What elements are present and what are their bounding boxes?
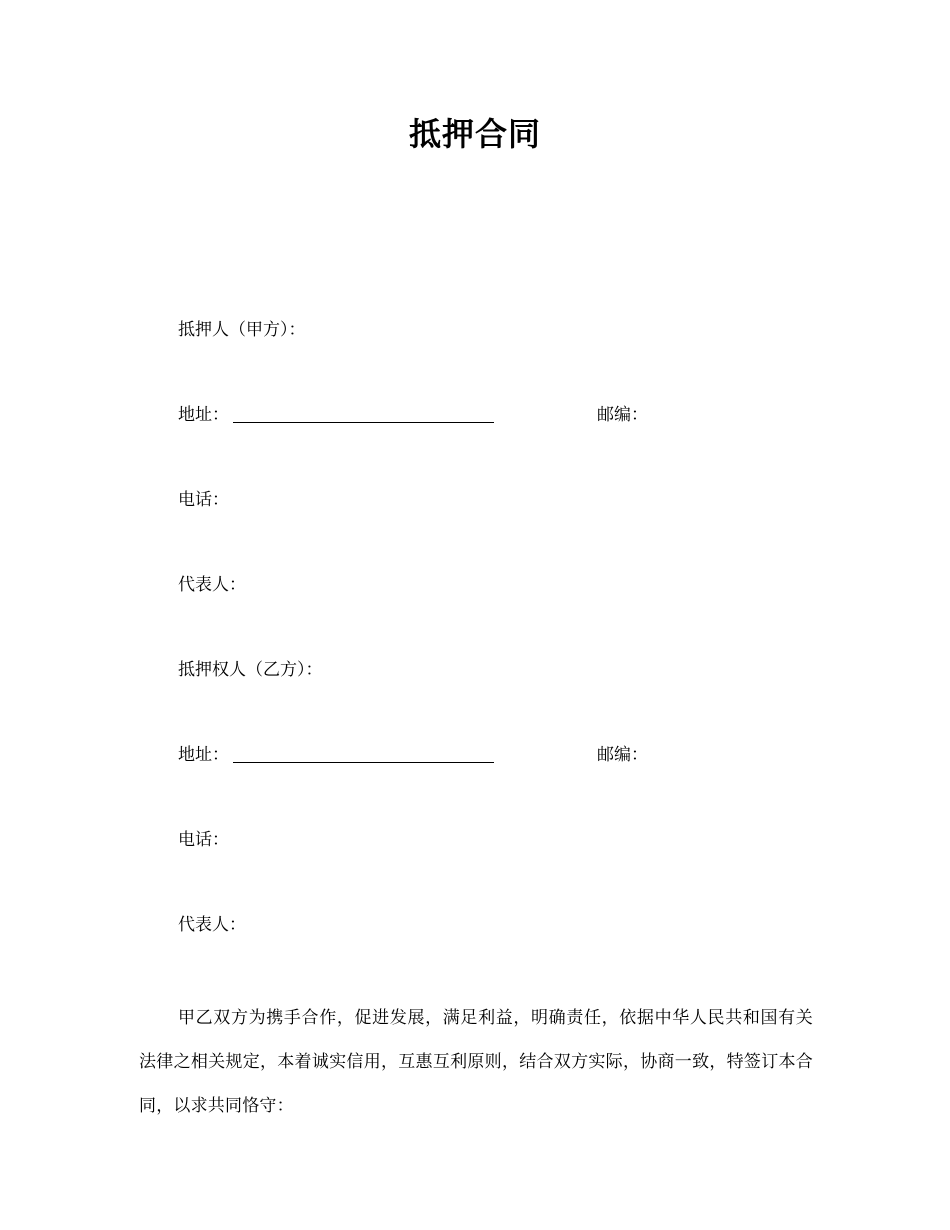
party-b-label: 抵押权人（乙方）：	[178, 660, 323, 680]
document-title: 抵押合同	[408, 115, 541, 153]
party-a-address-label: 地址：	[178, 405, 229, 425]
party-a-phone-label: 电话：	[178, 490, 229, 510]
party-a-representative-label: 代表人：	[178, 575, 246, 595]
party-a-address-blank	[233, 422, 494, 423]
party-a-label: 抵押人（甲方）：	[178, 320, 306, 340]
preamble-paragraph: 甲乙双方为携手合作，促进发展，满足利益，明确责任，依据中华人民共和国有关法律之相关规定，本着诚实信用，互惠互利原则，结合双方实际，协商一致，特签订本合同，以求共同恪守：	[139, 1008, 813, 1116]
party-b-address-label: 地址：	[178, 745, 229, 765]
party-b-phone-label: 电话：	[178, 830, 229, 850]
party-a-postcode-label: 邮编：	[597, 405, 648, 425]
party-b-representative-label: 代表人：	[178, 915, 246, 935]
party-b-address-blank	[233, 762, 494, 763]
party-b-postcode-label: 邮编：	[597, 745, 648, 765]
